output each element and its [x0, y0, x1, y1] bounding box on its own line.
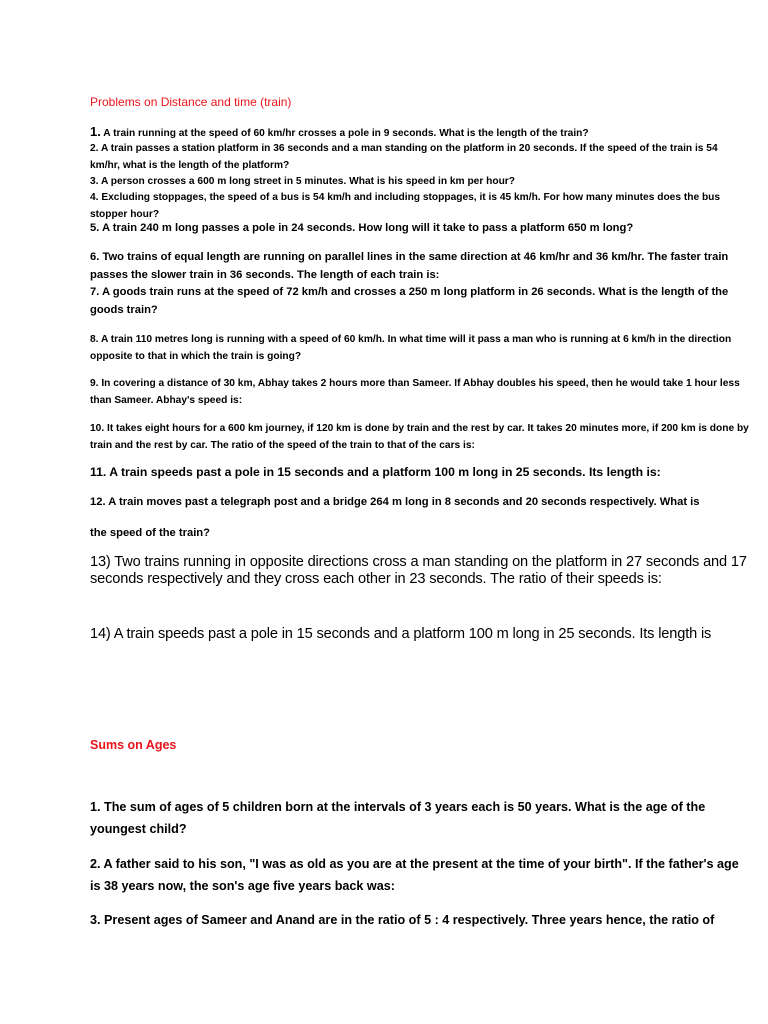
train-question-3	[90, 173, 750, 190]
question-text: In covering a distance of 30 km, Abhay takes 2 hours more than Sameer. If Abhay doubles his speed, then he would take 1 hour less than Sameer. Abhay's speed is:	[90, 378, 743, 406]
question-number: 9.	[90, 378, 99, 389]
train-question-9	[90, 375, 750, 409]
question-number: 1.	[90, 124, 101, 139]
question-text: A train passes a station platform in 36 seconds and a man standing on the platform in 20 seconds. If the speed of the train is 54 km/hr, what is the length of the platform?	[90, 143, 721, 171]
question-text: the speed of the train?	[90, 527, 210, 539]
train-question-11	[90, 463, 750, 483]
question-text: A goods train runs at the speed of 72 km/h and crosses a 250 m long platform in 26 seconds. What is the length of the goods train?	[90, 286, 732, 316]
train-question-13	[90, 554, 750, 588]
question-number: 2.	[90, 857, 101, 871]
question-text: A person crosses a 600 m long street in 5 minutes. What is his speed in km per hour?	[98, 176, 515, 187]
ages-section-heading: Sums on Ages	[90, 738, 177, 752]
question-number: 3.	[90, 913, 101, 927]
question-number: 1.	[90, 800, 101, 814]
question-text: A train 240 m long passes a pole in 24 seconds. How long will it take to pass a platform 650 m long?	[99, 222, 634, 234]
question-text: A train running at the speed of 60 km/hr crosses a pole in 9 seconds. What is the length of the train?	[100, 128, 589, 139]
question-number: 2.	[90, 143, 99, 154]
question-text: Two trains of equal length are running on parallel lines in the same direction at 46 km/hr and 36 km/hr. The faster train passes the slower train in 36 seconds. The length of each train is:	[90, 251, 732, 281]
train-question-8	[90, 331, 750, 365]
question-number: 11.	[90, 465, 107, 479]
question-text: Present ages of Sameer and Anand are in the ratio of 5 : 4 respectively. Three years hence, the ratio of	[100, 913, 715, 927]
train-question-4	[90, 189, 750, 223]
question-text: A train moves past a telegraph post and a bridge 264 m long in 8 seconds and 20 seconds respectively. What is	[105, 496, 700, 508]
ages-question-2	[90, 853, 750, 897]
train-question-12	[90, 494, 768, 512]
question-text: It takes eight hours for a 600 km journey, if 120 km is done by train and the rest by car. It takes 20 minutes more, if 200 km is done by train and the rest by car. The ratio of the speed of the train to that of the cars is:	[90, 423, 752, 451]
question-number: 8.	[90, 334, 99, 345]
train-question-6	[90, 249, 750, 284]
ages-question-1	[90, 796, 750, 840]
question-number: 4.	[90, 192, 99, 203]
question-number: 10.	[90, 423, 105, 434]
train-question-14	[90, 626, 750, 643]
question-number: 3.	[90, 176, 99, 187]
question-text: A train speeds past a pole in 15 seconds and a platform 100 m long in 25 seconds. Its length is	[110, 626, 712, 642]
question-number: 7.	[90, 286, 100, 298]
question-text: A father said to his son, "I was as old as you are at the present at the time of your birth". If the father's age is 38 years now, the son's age five years back was:	[90, 857, 743, 893]
train-question-5	[90, 220, 750, 238]
train-question-12-continued	[90, 525, 750, 543]
train-question-2	[90, 140, 750, 174]
question-text: Excluding stoppages, the speed of a bus is 54 km/h and including stoppages, it is 45 km/h. For how many minutes does the bus stopper hour?	[90, 192, 723, 220]
ages-question-3	[90, 909, 760, 931]
question-text: A train 110 metres long is running with a speed of 60 km/h. In what time will it pass a man who is running at 6 km/h in the direction opposite to that in which the train is going?	[90, 334, 735, 362]
question-number: 14)	[90, 626, 111, 642]
question-number: 13)	[90, 554, 111, 570]
question-text: The sum of ages of 5 children born at the intervals of 3 years each is 50 years. What is the age of the youngest child?	[90, 800, 709, 836]
train-question-10	[90, 420, 750, 454]
question-text: A train speeds past a pole in 15 seconds and a platform 100 m long in 25 seconds. Its length is:	[106, 465, 661, 479]
question-number: 12.	[90, 496, 106, 508]
question-text: Two trains running in opposite directions cross a man standing on the platform in 27 seconds and 17 seconds respectively and they cross each other in 23 seconds. The ratio of their speeds is:	[90, 554, 751, 587]
train-question-7	[90, 284, 750, 319]
question-number: 5.	[90, 222, 100, 234]
train-section-heading: Problems on Distance and time (train)	[90, 95, 292, 109]
question-number: 6.	[90, 251, 100, 263]
